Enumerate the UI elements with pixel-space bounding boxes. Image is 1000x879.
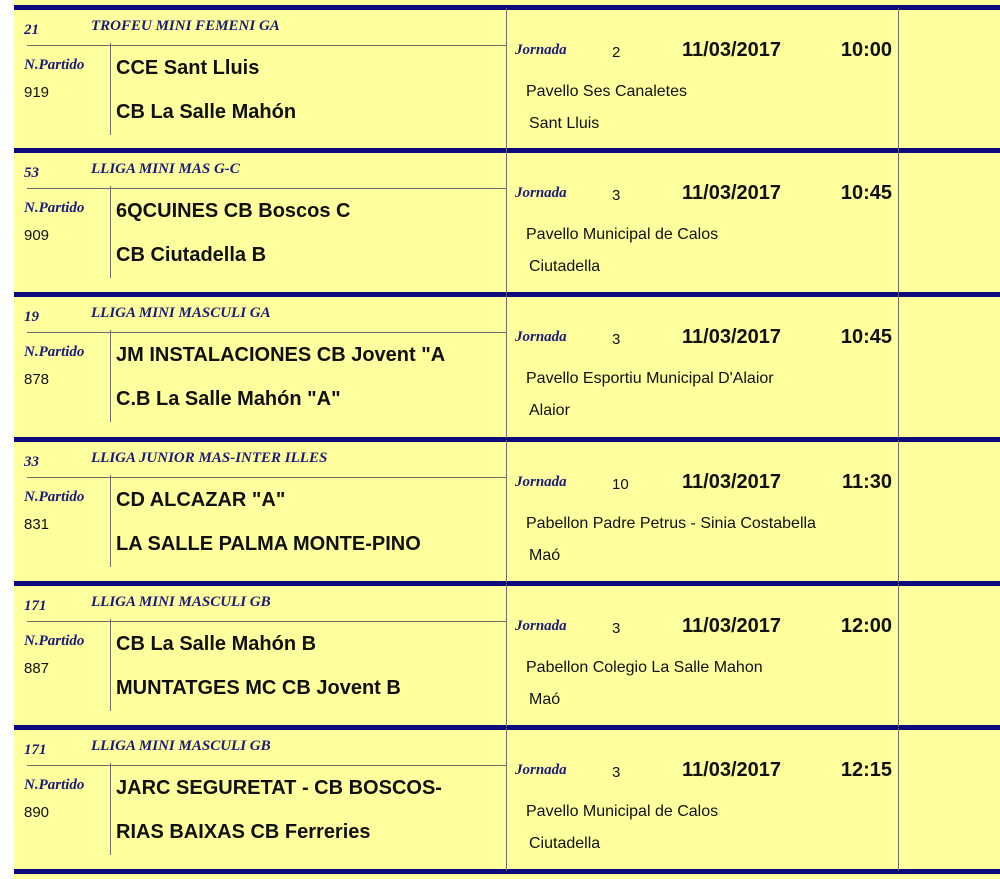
city: Ciutadella bbox=[529, 258, 601, 275]
teams-divider bbox=[110, 763, 111, 855]
city: Maó bbox=[529, 547, 561, 564]
match-number-label: N.Partido bbox=[24, 633, 85, 649]
round-value: 3 bbox=[612, 187, 621, 204]
home-team: JM INSTALACIONES CB Jovent "A bbox=[116, 344, 446, 366]
match-number-label: N.Partido bbox=[24, 57, 85, 73]
match-time: 11:30 bbox=[841, 471, 892, 493]
header-divider bbox=[27, 477, 506, 478]
match-row bbox=[14, 586, 1000, 725]
column-divider bbox=[506, 8, 507, 151]
category-code: 171 bbox=[24, 598, 47, 614]
round-label: Jornada bbox=[515, 42, 567, 58]
match-number: 878 bbox=[24, 371, 50, 388]
column-divider bbox=[898, 440, 899, 583]
column-divider bbox=[898, 151, 899, 294]
match-date: 11/03/2017 bbox=[682, 326, 781, 348]
match-time: 10:45 bbox=[840, 326, 892, 348]
teams-divider bbox=[110, 186, 111, 278]
category-code: 171 bbox=[24, 742, 47, 758]
header-divider bbox=[27, 765, 506, 766]
home-team: CD ALCAZAR "A" bbox=[116, 489, 286, 511]
category-name: LLIGA MINI MASCULI GA bbox=[91, 305, 271, 321]
match-number: 890 bbox=[24, 804, 50, 821]
header-divider bbox=[27, 188, 506, 189]
match-date: 11/03/2017 bbox=[682, 759, 781, 781]
column-divider bbox=[506, 584, 507, 727]
city: Alaior bbox=[529, 402, 570, 419]
category-name: LLIGA MINI MASCULI GB bbox=[91, 594, 271, 610]
match-time: 12:15 bbox=[840, 759, 892, 781]
row-separator bbox=[14, 869, 1000, 874]
match-number-label: N.Partido bbox=[24, 489, 85, 505]
round-label: Jornada bbox=[515, 474, 567, 490]
match-row bbox=[14, 442, 1000, 581]
away-team: CB La Salle Mahón bbox=[116, 101, 297, 123]
home-team: CB La Salle Mahón B bbox=[116, 633, 317, 655]
match-row bbox=[14, 297, 1000, 436]
round-label: Jornada bbox=[515, 185, 567, 201]
header-divider bbox=[27, 332, 506, 333]
column-divider bbox=[506, 440, 507, 583]
venue: Pabellon Colegio La Salle Mahon bbox=[526, 659, 763, 676]
teams-divider bbox=[110, 43, 111, 135]
home-team: JARC SEGURETAT - CB BOSCOS- bbox=[116, 777, 442, 799]
match-number-label: N.Partido bbox=[24, 200, 85, 216]
column-divider bbox=[898, 8, 899, 151]
venue: Pabellon Padre Petrus - Sinia Costabella bbox=[526, 515, 816, 532]
match-row bbox=[14, 730, 1000, 869]
match-time: 10:45 bbox=[840, 182, 892, 204]
category-name: LLIGA MINI MAS G-C bbox=[91, 161, 240, 177]
home-team: 6QCUINES CB Boscos C bbox=[116, 200, 351, 222]
away-team: LA SALLE PALMA MONTE-PINO bbox=[116, 533, 421, 555]
match-number: 909 bbox=[24, 227, 50, 244]
column-divider bbox=[898, 728, 899, 871]
match-time: 10:00 bbox=[840, 39, 892, 61]
match-date: 11/03/2017 bbox=[682, 182, 781, 204]
category-name: TROFEU MINI FEMENI GA bbox=[91, 18, 280, 34]
city: Sant Lluis bbox=[529, 115, 600, 132]
home-team: CCE Sant Lluis bbox=[116, 57, 260, 79]
category-code: 53 bbox=[24, 165, 39, 181]
round-value: 3 bbox=[612, 764, 621, 781]
category-name: LLIGA MINI MASCULI GB bbox=[91, 738, 271, 754]
city: Ciutadella bbox=[529, 835, 601, 852]
round-label: Jornada bbox=[515, 618, 567, 634]
category-name: LLIGA JUNIOR MAS-INTER ILLES bbox=[91, 450, 328, 466]
header-divider bbox=[27, 45, 506, 46]
match-row bbox=[14, 10, 1000, 149]
round-value: 3 bbox=[612, 620, 621, 637]
venue: Pavello Esportiu Municipal D'Alaior bbox=[526, 370, 774, 387]
column-divider bbox=[506, 295, 507, 438]
away-team: RIAS BAIXAS CB Ferreries bbox=[116, 821, 371, 843]
category-code: 19 bbox=[24, 309, 39, 325]
match-number-label: N.Partido bbox=[24, 344, 85, 360]
teams-divider bbox=[110, 475, 111, 567]
match-date: 11/03/2017 bbox=[682, 39, 781, 61]
venue: Pavello Ses Canaletes bbox=[526, 83, 687, 100]
category-code: 21 bbox=[24, 22, 39, 38]
round-label: Jornada bbox=[515, 762, 567, 778]
match-row bbox=[14, 153, 1000, 292]
city: Maó bbox=[529, 691, 561, 708]
column-divider bbox=[898, 584, 899, 727]
match-date: 11/03/2017 bbox=[682, 615, 781, 637]
column-divider bbox=[506, 728, 507, 871]
match-number: 919 bbox=[24, 84, 50, 101]
away-team: CB Ciutadella B bbox=[116, 244, 267, 266]
match-time: 12:00 bbox=[840, 615, 892, 637]
away-team: C.B La Salle Mahón "A" bbox=[116, 388, 341, 410]
venue: Pavello Municipal de Calos bbox=[526, 226, 719, 243]
round-label: Jornada bbox=[515, 329, 567, 345]
teams-divider bbox=[110, 330, 111, 422]
match-number-label: N.Partido bbox=[24, 777, 85, 793]
match-number: 831 bbox=[24, 516, 50, 533]
round-value: 2 bbox=[612, 44, 621, 61]
match-date: 11/03/2017 bbox=[682, 471, 781, 493]
round-value: 3 bbox=[612, 331, 621, 348]
away-team: MUNTATGES MC CB Jovent B bbox=[116, 677, 401, 699]
category-code: 33 bbox=[24, 454, 39, 470]
header-divider bbox=[27, 621, 506, 622]
round-value: 10 bbox=[612, 476, 629, 493]
venue: Pavello Municipal de Calos bbox=[526, 803, 719, 820]
column-divider bbox=[506, 151, 507, 294]
column-divider bbox=[898, 295, 899, 438]
teams-divider bbox=[110, 619, 111, 711]
match-number: 887 bbox=[24, 660, 50, 677]
